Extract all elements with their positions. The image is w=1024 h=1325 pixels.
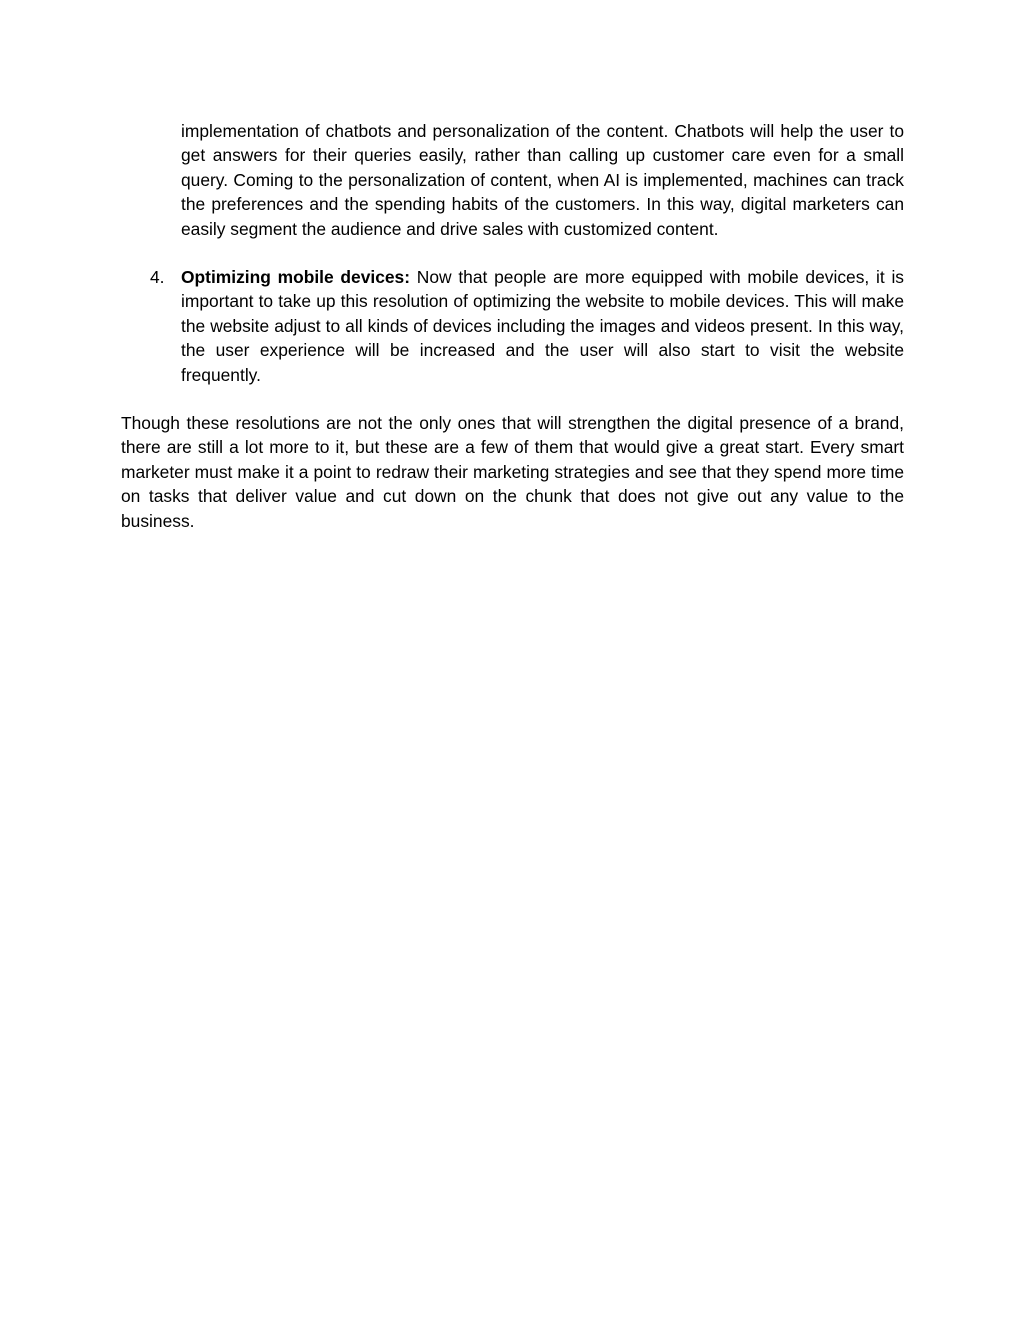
list-item-title: Optimizing mobile devices: [181, 267, 411, 287]
list-item-optimizing-mobile [181, 265, 904, 387]
continuation-paragraph: implementation of chatbots and personalization of the content. Chatbots will help the user to get answers for their queries easily, rather than calling up customer care even for a small query. Coming to the personalization of content, when AI is implemented, machines can track the preferences and the spending habits of the customers. In this way, digital marketers can easily segment the audience and drive sales with customized content. [181, 121, 904, 239]
list-item-number: 4. [150, 267, 165, 287]
list-item-body: Now that people are more equipped with mobile devices, it is important to take up this resolution of optimizing the website to mobile devices. This will make the website adjust to all kinds of devices including the images and videos present. In this way, the user experience will be increased and the user will also start to visit the website frequently. [181, 267, 905, 385]
closing-paragraph: Though these resolutions are not the only ones that will strengthen the digital presence of a brand, there are still a lot more to it, but these are a few of them that would give a great start. Every smart marketer must make it a point to redraw their marketing strategies and see that they spend more time on tasks that deliver value and cut down on the chunk that does not give out any value to the business. [121, 413, 904, 531]
